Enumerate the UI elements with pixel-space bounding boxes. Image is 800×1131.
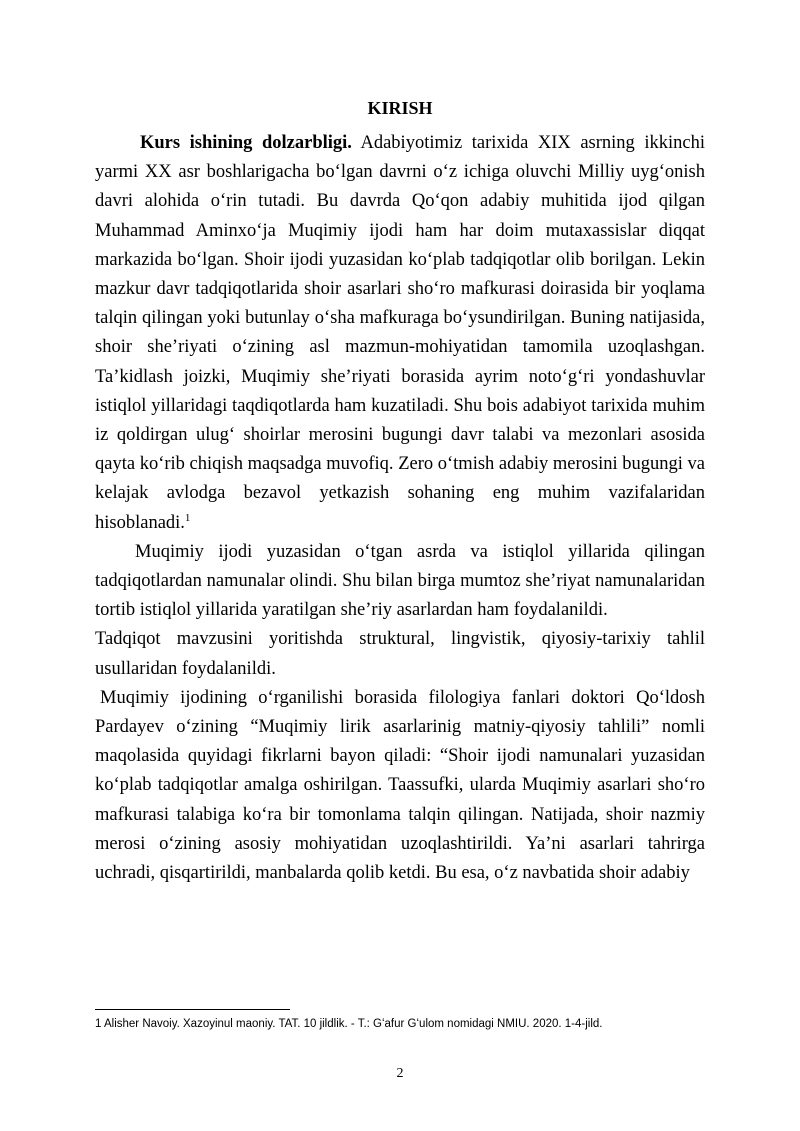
footnote bbox=[95, 1016, 735, 1032]
paragraph-methods: Tadqiqot mavzusini yoritishda struktural, lingvistik, qiyosiy-tarixiy tahlil usullaridan foydalanildi. bbox=[95, 629, 705, 679]
body-text bbox=[95, 129, 705, 888]
footnote-number: 1 bbox=[95, 1018, 102, 1030]
paragraph-text: Adabiyotimiz tarixida XIX asrning ikkinchi yarmi XX asr boshlarigacha boʻlgan davrni oʻz ichiga oluvchi Milliy uygʻonish davri alohida oʻrin tutadi. Bu davrda Qoʻqon adabiy muhitida ijod qilgan Muhammad Aminxoʻja Muqimiy ijodi ham har doim mutaxassislar diqqat markazida boʻlgan. Shoir ijodi yuzasidan koʻplab tadqiqotlar olib borilgan. Lekin mazkur davr tadqiqotlarida shoir asarlari shoʻro mafkurasi doirasida bir yoqlama talqin qilingan yoki butunlay oʻsha mafkuraga boʻysundirilgan. Buning natijasida, shoir she’riyati oʻzining asl mazmun-mohiyatidan tamomila uzoqlashgan. Ta’kidlash joizki, Muqimiy she’riyati borasida ayrim notoʻgʻri yondashuvlar istiqlol yillaridagi taqdiqotlarda ham kuzatiladi. Shu bois adabiyot tarixida muhim iz qoldirgan ulugʻ shoirlar merosini bugungi davr talabi va mezonlari asosida qayta koʻrib chiqish maqsadga muvofiq. Zero oʻtmish adabiy merosini bugungi va kelajak avlodga bezavol yetkazish sohaning eng muhim vazifalaridan hisoblanadi. bbox=[95, 133, 705, 533]
footnote-text: Alisher Navoiy. Xazoyinul maoniy. TAT. 10 jildlik. - T.: Gʻafur Gʻulom nomidagi NMIU. 2020. 1-4-jild. bbox=[101, 1018, 603, 1030]
paragraph-review: Muqimiy ijodining oʻrganilishi borasida filologiya fanlari doktori Qoʻldosh Pardayev oʻzining “Muqimiy lirik asarlarinig matniy-qiyosiy tahlili” nomli maqolasida quyidagi fikrlarni bayon qiladi: “Shoir ijodi namunalari yuzasidan koʻplab tadqiqotlar amalga oshirilgan. Taassufki, ularda Muqimiy asarlari shoʻro mafkurasi talabiga koʻra bir tomonlama talqin qilingan. Natijada, shoir nazmiy merosi oʻzining asosiy mohiyatidan uzoqlashtirildi. Ya’ni asarlari tahrirga uchradi, qisqartirildi, manbalarda qolib ketdi. Bu esa, oʻz navbatida shoir adabiy bbox=[95, 687, 705, 884]
paragraph-relevance bbox=[95, 129, 705, 538]
page-number: 2 bbox=[396, 1066, 404, 1081]
paragraph-lead: Kurs ishining dolzarbligi. bbox=[140, 133, 352, 153]
footnote-reference[interactable]: 1 bbox=[184, 511, 191, 524]
paragraph-sources: Muqimiy ijodi yuzasidan oʻtgan asrda va istiqlol yillarida qilingan tadqiqotlardan namunalar olindi. Shu bilan birga mumtoz she’riyat namunalaridan tortib istiqlol yillarida yaratilgan she’riy asarlardan ham foydalanildi. bbox=[95, 541, 705, 621]
footnote-separator bbox=[95, 1009, 290, 1010]
section-heading: KIRISH bbox=[367, 98, 433, 118]
